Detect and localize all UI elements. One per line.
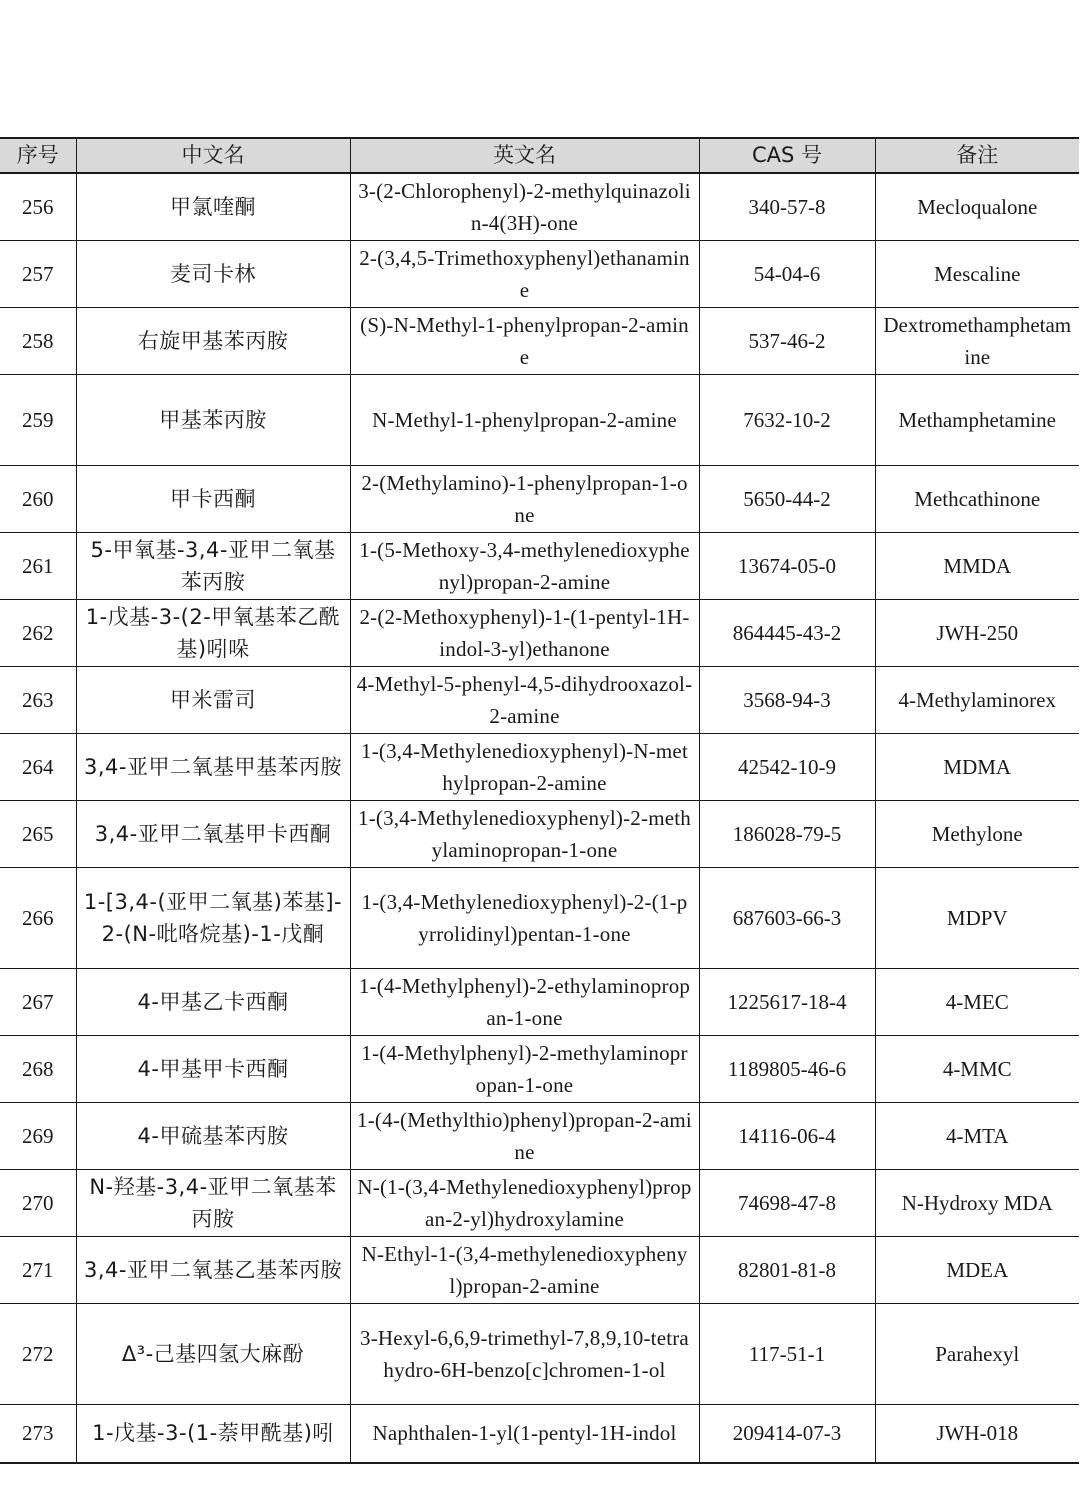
cell-cas-number: 5650-44-2 [699,465,875,532]
cell-remarks: Methamphetamine [875,374,1079,465]
table-row [0,800,1079,867]
cell-serial-number: 266 [0,867,76,968]
cell-remarks: 4-MTA [875,1102,1079,1169]
cell-chinese-name: 甲基苯丙胺 [76,374,350,465]
cell-english-name: 2-(Methylamino)-1-phenylpropan-1-one [350,465,699,532]
table-row [0,1035,1079,1102]
cell-chinese-name: 甲卡西酮 [76,465,350,532]
cell-english-name: 1-(3,4-Methylenedioxyphenyl)-N-methylpropan-2-amine [350,733,699,800]
table-row [0,1102,1079,1169]
cell-english-name: 2-(2-Methoxyphenyl)-1-(1-pentyl-1H-indol-3-yl)ethanone [350,599,699,666]
header-cas-number: CAS 号 [699,138,875,173]
cell-remarks: Methylone [875,800,1079,867]
table-row [0,867,1079,968]
cell-remarks: Mecloqualone [875,173,1079,240]
cell-serial-number: 263 [0,666,76,733]
cell-remarks: MMDA [875,532,1079,599]
cell-serial-number: 273 [0,1404,76,1463]
cell-cas-number: 13674-05-0 [699,532,875,599]
substance-table [0,137,1079,1464]
cell-chinese-name: 甲米雷司 [76,666,350,733]
cell-chinese-name: 3,4-亚甲二氧基甲卡西酮 [76,800,350,867]
cell-serial-number: 259 [0,374,76,465]
cell-remarks: Parahexyl [875,1303,1079,1404]
cell-chinese-name: 5-甲氧基-3,4-亚甲二氧基苯丙胺 [76,532,350,599]
cell-english-name: N-(1-(3,4-Methylenedioxyphenyl)propan-2-yl)hydroxylamine [350,1169,699,1236]
cell-serial-number: 260 [0,465,76,532]
cell-english-name: N-Methyl-1-phenylpropan-2-amine [350,374,699,465]
cell-cas-number: 186028-79-5 [699,800,875,867]
table-row [0,465,1079,532]
table-row [0,307,1079,374]
cell-remarks: JWH-018 [875,1404,1079,1463]
cell-english-name: (S)-N-Methyl-1-phenylpropan-2-amine [350,307,699,374]
cell-cas-number: 1225617-18-4 [699,968,875,1035]
cell-cas-number: 864445-43-2 [699,599,875,666]
cell-chinese-name: 3,4-亚甲二氧基甲基苯丙胺 [76,733,350,800]
table-body [0,173,1079,1463]
table-row [0,599,1079,666]
cell-cas-number: 14116-06-4 [699,1102,875,1169]
cell-serial-number: 267 [0,968,76,1035]
cell-cas-number: 537-46-2 [699,307,875,374]
cell-cas-number: 117-51-1 [699,1303,875,1404]
cell-cas-number: 74698-47-8 [699,1169,875,1236]
cell-remarks: Dextromethamphetamine [875,307,1079,374]
table-row [0,733,1079,800]
table-row [0,1303,1079,1404]
table-row [0,1236,1079,1303]
cell-remarks: 4-Methylaminorex [875,666,1079,733]
cell-remarks: N-Hydroxy MDA [875,1169,1079,1236]
table-row [0,173,1079,240]
cell-chinese-name: N-羟基-3,4-亚甲二氧基苯丙胺 [76,1169,350,1236]
table-row [0,532,1079,599]
cell-chinese-name: 3,4-亚甲二氧基乙基苯丙胺 [76,1236,350,1303]
cell-chinese-name: 4-甲基乙卡西酮 [76,968,350,1035]
cell-remarks: Mescaline [875,240,1079,307]
cell-serial-number: 271 [0,1236,76,1303]
cell-serial-number: 272 [0,1303,76,1404]
table-row [0,666,1079,733]
cell-serial-number: 262 [0,599,76,666]
cell-english-name: 3-(2-Chlorophenyl)-2-methylquinazolin-4(3H)-one [350,173,699,240]
cell-remarks: 4-MEC [875,968,1079,1035]
header-row [0,138,1079,173]
cell-chinese-name: 4-甲基甲卡西酮 [76,1035,350,1102]
cell-english-name: N-Ethyl-1-(3,4-methylenedioxyphenyl)propan-2-amine [350,1236,699,1303]
cell-serial-number: 268 [0,1035,76,1102]
cell-serial-number: 270 [0,1169,76,1236]
cell-cas-number: 687603-66-3 [699,867,875,968]
cell-remarks: MDMA [875,733,1079,800]
header-serial-number: 序号 [0,138,76,173]
cell-serial-number: 264 [0,733,76,800]
cell-serial-number: 258 [0,307,76,374]
cell-cas-number: 3568-94-3 [699,666,875,733]
cell-english-name: 1-(3,4-Methylenedioxyphenyl)-2-methylaminopropan-1-one [350,800,699,867]
cell-serial-number: 265 [0,800,76,867]
cell-chinese-name: 1-戊基-3-(1-萘甲酰基)吲 [76,1404,350,1463]
cell-chinese-name: 甲氯喹酮 [76,173,350,240]
cell-serial-number: 269 [0,1102,76,1169]
cell-serial-number: 261 [0,532,76,599]
cell-cas-number: 209414-07-3 [699,1404,875,1463]
table-row [0,1169,1079,1236]
cell-english-name: Naphthalen-1-yl(1-pentyl-1H-indol [350,1404,699,1463]
cell-remarks: MDPV [875,867,1079,968]
cell-cas-number: 1189805-46-6 [699,1035,875,1102]
cell-chinese-name: Δ³-己基四氢大麻酚 [76,1303,350,1404]
cell-english-name: 1-(3,4-Methylenedioxyphenyl)-2-(1-pyrrolidinyl)pentan-1-one [350,867,699,968]
cell-chinese-name: 1-[3,4-(亚甲二氧基)苯基]-2-(N-吡咯烷基)-1-戊酮 [76,867,350,968]
cell-english-name: 1-(4-(Methylthio)phenyl)propan-2-amine [350,1102,699,1169]
cell-cas-number: 82801-81-8 [699,1236,875,1303]
cell-chinese-name: 右旋甲基苯丙胺 [76,307,350,374]
cell-remarks: MDEA [875,1236,1079,1303]
table-row [0,374,1079,465]
table-row [0,1404,1079,1463]
cell-remarks: JWH-250 [875,599,1079,666]
cell-english-name: 1-(4-Methylphenyl)-2-methylaminopropan-1-one [350,1035,699,1102]
cell-cas-number: 7632-10-2 [699,374,875,465]
header-chinese-name: 中文名 [76,138,350,173]
cell-english-name: 1-(4-Methylphenyl)-2-ethylaminopropan-1-one [350,968,699,1035]
cell-english-name: 3-Hexyl-6,6,9-trimethyl-7,8,9,10-tetrahydro-6H-benzo[c]chromen-1-ol [350,1303,699,1404]
cell-cas-number: 54-04-6 [699,240,875,307]
cell-remarks: 4-MMC [875,1035,1079,1102]
header-remarks: 备注 [875,138,1079,173]
cell-chinese-name: 1-戊基-3-(2-甲氧基苯乙酰基)吲哚 [76,599,350,666]
cell-english-name: 1-(5-Methoxy-3,4-methylenedioxyphenyl)propan-2-amine [350,532,699,599]
cell-cas-number: 42542-10-9 [699,733,875,800]
table-row [0,240,1079,307]
table-header [0,138,1079,173]
cell-cas-number: 340-57-8 [699,173,875,240]
cell-serial-number: 257 [0,240,76,307]
cell-chinese-name: 麦司卡林 [76,240,350,307]
table-row [0,968,1079,1035]
cell-chinese-name: 4-甲硫基苯丙胺 [76,1102,350,1169]
cell-english-name: 4-Methyl-5-phenyl-4,5-dihydrooxazol-2-amine [350,666,699,733]
cell-english-name: 2-(3,4,5-Trimethoxyphenyl)ethanamine [350,240,699,307]
cell-serial-number: 256 [0,173,76,240]
header-english-name: 英文名 [350,138,699,173]
cell-remarks: Methcathinone [875,465,1079,532]
document-page [0,137,1079,1464]
